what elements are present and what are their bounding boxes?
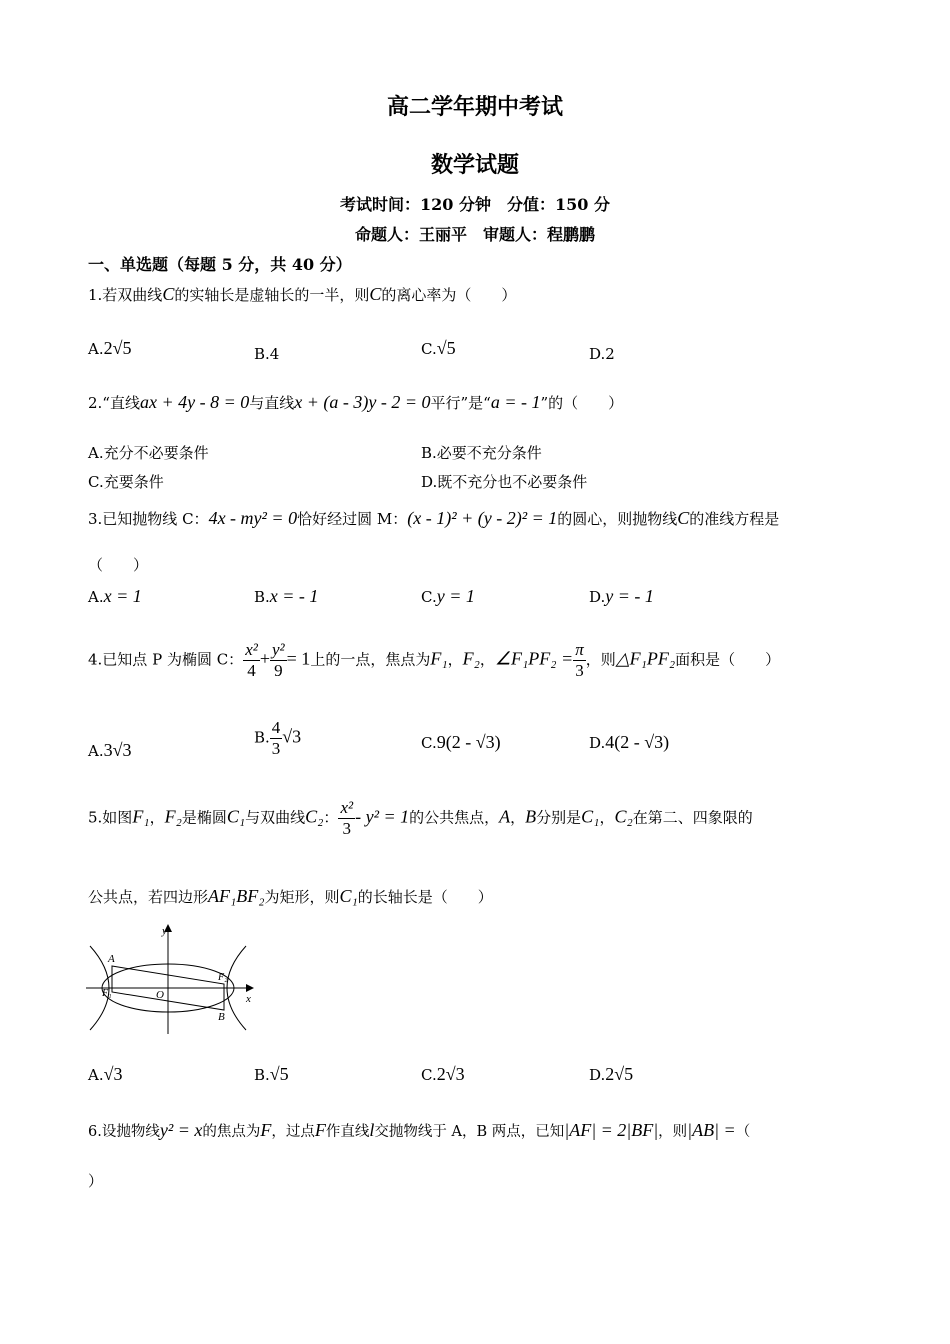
exam-subtitle: 数学试题 [430,152,519,178]
q3-option-d: D.y = - 1 [589,586,654,606]
q2-eq2: x + (a - 3)y - 2 = 0 [294,392,431,412]
exam-info: 考试时间：120 分钟 分值：150 分 [340,195,610,214]
q2-eq1: ax + 4y - 8 = 0 [139,392,250,412]
q2-option-a: A.充分不必要条件 [88,444,209,462]
q3-option-a: A.x = 1 [88,586,142,606]
q3-option-c: C.y = 1 [421,586,475,606]
exam-title: 高二学年期中考试 [386,94,563,120]
label-f2: F₂ [218,972,228,983]
q5-option-b: B.√5 [254,1064,289,1084]
q5-option-d: D.2√5 [589,1064,634,1084]
question-6-line2: ） [88,1172,104,1190]
question-5-line2: 公共点，若四边形AF₁BF₂为矩形，则C₁的长轴长是（ ） [88,886,493,906]
q4-frac-x: $\frac{\text{x²}}{4}$ [245,640,258,680]
question-3: 3.已知抛物线 C：4x - my² = 0恰好经过圆 M：(x - 1)² + (y - 2)² = 1的圆心，则抛物线C的准线方程是 [88,508,780,528]
q4-frac-y: $\frac{\text{y²}}{9}$ [272,640,285,680]
exam-authors: 命题人：王丽平 审题人：程鹏鹏 [354,225,595,244]
q3-option-b: B.x = - 1 [254,586,319,606]
label-x: x [246,993,251,1005]
question-6: 6.设抛物线y² = x的焦点为F，过点F作直线l交抛物线于 A，B 两点，已知|AF| = 2|BF|，则|AB| =（ [88,1120,751,1140]
q1-text-a: 1.若双曲线 [88,286,163,304]
ellipse-hyperbola-figure [86,922,258,1038]
q1-text-c: 的离心率为（ ） [381,286,517,304]
q3-eq2: (x - 1)² + (y - 2)² = 1 [407,508,558,528]
label-f1: F₁ [102,988,112,999]
label-y: y [162,925,167,937]
q1-text-b: 的实轴长是虚轴长的一半，则 [174,286,370,304]
question-5: 5.如图F₁，F₂是椭圆C₁与双曲线C₂： $\frac{\text{x²}}{3}$ - y² = 1的公共焦点，A，B分别是C₁，C₂在第二、四象限的 [88,798,753,838]
question-1 [88,284,516,305]
q4-option-a: A.3√3 [88,740,132,760]
q1-option-b: B.4 [254,345,280,363]
q1-option-d: D.2 [589,345,615,363]
q3-eq1: 4x - my² = 0 [208,508,298,528]
q2-option-c: C.充要条件 [88,473,164,491]
label-b: B [218,1011,225,1023]
q5-frac: $\frac{\text{x²}}{3}$ [340,798,354,838]
x-axis-arrow [246,984,254,992]
q5-option-a: A.√3 [88,1064,123,1084]
question-2: 2.“直线ax + 4y - 8 = 0与直线x + (a - 3)y - 2 = 0平行”是“a = - 1”的（ ） [88,392,624,412]
q1-var-c-2: C [369,284,382,304]
q2-option-d: D.既不充分也不必要条件 [421,473,588,491]
q4-option-b: B. $\frac{4}{3}$ √3 [254,718,302,758]
q3-paren: （ ） [88,556,149,574]
q4-option-d: D.4(2 - √3) [589,732,670,752]
q2-option-b: B.必要不充分条件 [421,444,542,462]
question-4: 4.已知点 P 为椭圆 C： $\frac{\text{x²}}{4}$ + $\frac{\text{y²}}{9}$ = 1上的一点，焦点为F₁，F₂，∠F₁PF₂ = $\frac{\pi}{3}$ ，则△F₁PF₂面积是（ ） [88,640,781,680]
label-o: O [156,989,164,1001]
q1-option-a: A.2√5 [88,338,132,358]
q5-option-c: C.2√3 [421,1064,465,1084]
q2-eq3: a = - 1 [490,392,541,412]
q1-var-c: C [162,284,175,304]
section-heading: 一、单选题（每题 5 分，共 40 分） [88,255,352,274]
label-a: A [108,953,115,965]
q1-option-c: C.√5 [421,338,456,358]
q4-option-c: C.9(2 - √3) [421,732,501,752]
q4-frac-angle: $\frac{\pi}{3}$ [575,640,584,680]
